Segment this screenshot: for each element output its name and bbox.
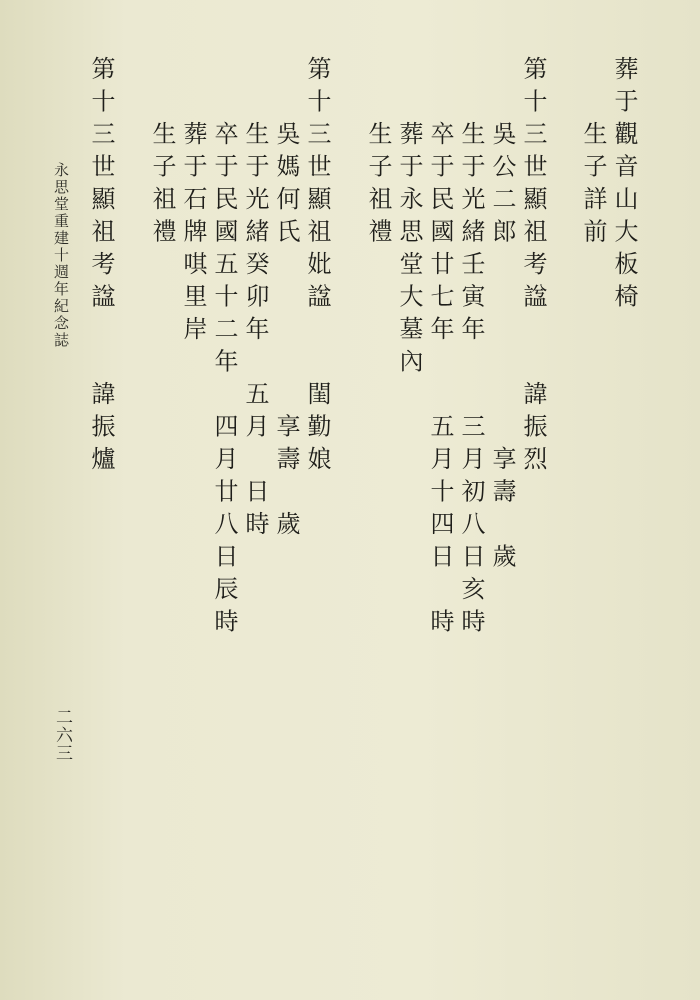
text-column-15: 第十三世顯祖考諡 諱振爐 — [87, 56, 115, 479]
text-column-13: 葬于石牌唭里岸 — [179, 121, 207, 349]
text-column-14: 生子祖禮 — [148, 121, 176, 251]
text-column-2: 生子詳前 — [579, 121, 607, 251]
text-column-6: 卒于民國廿七年 五月十四日 時 — [426, 121, 454, 641]
margin-book-title: 永思堂重建十週年紀念誌 — [52, 162, 70, 349]
text-column-12: 卒于民國五十二年 四月廿八日辰時 — [210, 121, 238, 641]
text-column-7: 葬于永思堂大墓內 — [395, 121, 423, 381]
page-number: 二六三 — [52, 708, 72, 762]
text-column-1: 葬于觀音山大板椅 — [610, 56, 638, 316]
text-column-5: 生于光緒壬寅年 三月初八日亥時 — [457, 121, 485, 641]
text-column-10: 吳媽何氏 享壽 歲 — [272, 121, 300, 544]
text-column-8: 生子祖禮 — [364, 121, 392, 251]
text-column-4: 吳公二郎 享壽 歲 — [488, 121, 516, 576]
text-column-3: 第十三世顯祖考諡 諱振烈 — [519, 56, 547, 479]
text-column-9: 第十三世顯祖妣諡 閨勤娘 — [303, 56, 331, 479]
text-column-11: 生于光緒癸卯年 五月 日時 — [241, 121, 269, 544]
